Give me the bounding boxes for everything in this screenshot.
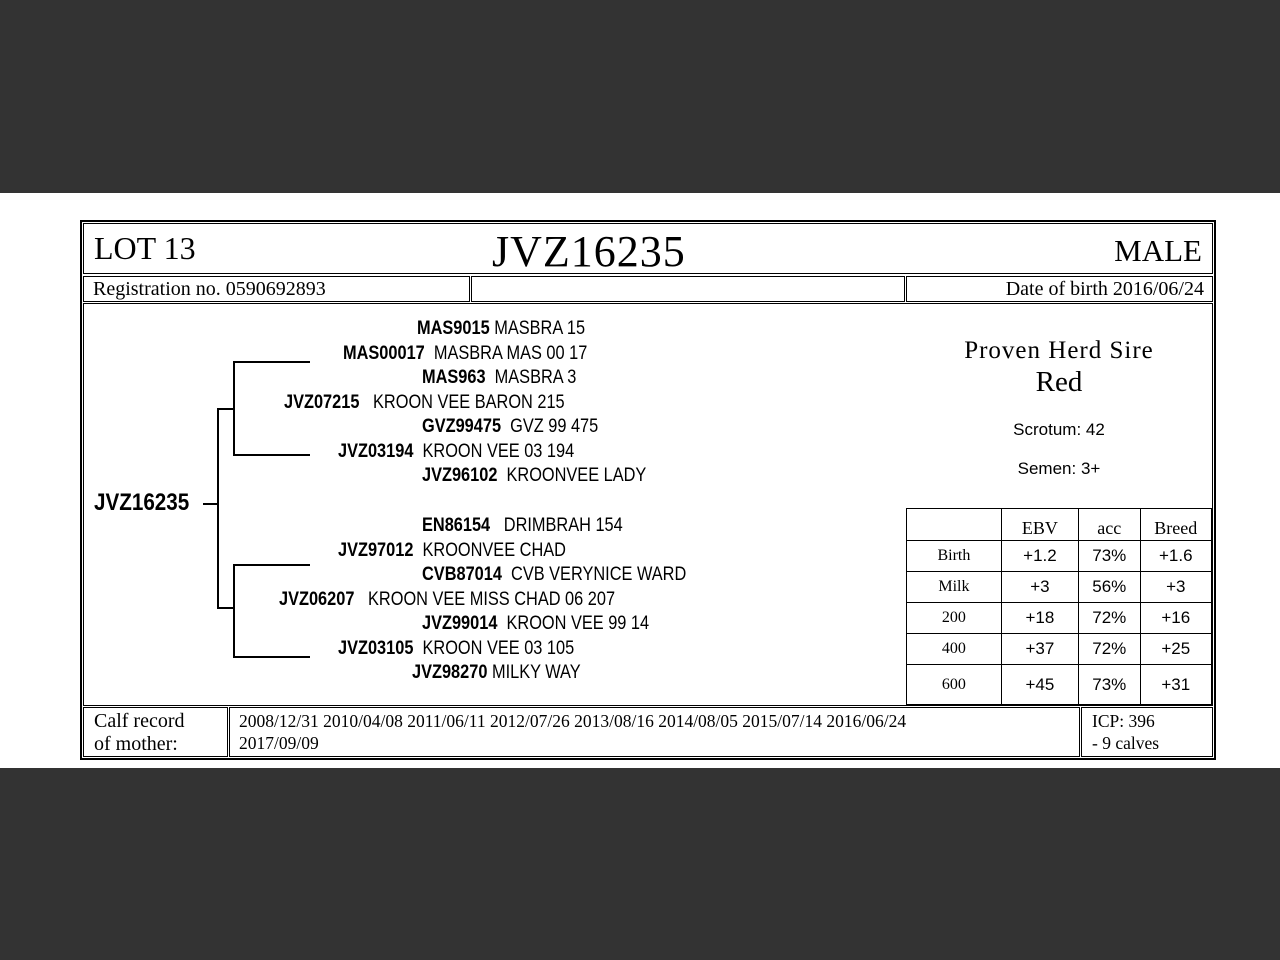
calf-record-label-2: of mother: <box>94 733 178 755</box>
ebv-header-breed: Breed <box>1140 509 1211 541</box>
pedigree-entry: JVZ98270 MILKY WAY <box>412 662 581 683</box>
calf-record-label-cell <box>83 707 228 757</box>
registration-cell <box>83 276 470 302</box>
ebv-header-ebv: EBV <box>1001 509 1078 541</box>
calf-record-label-1: Calf record <box>94 710 185 732</box>
breed-value: +25 <box>1140 634 1211 665</box>
ebv-trait: 600 <box>907 665 1002 705</box>
calf-record-dates-cell <box>229 707 1080 757</box>
lot-card <box>80 220 1216 760</box>
icp-value: ICP: 396 <box>1092 711 1155 731</box>
ebv-value: +1.2 <box>1001 541 1078 572</box>
ebv-header-acc: acc <box>1079 509 1140 541</box>
ebv-trait: Birth <box>907 541 1002 572</box>
pedigree-entry: MAS963 MASBRA 3 <box>422 367 577 388</box>
pedigree-entry: JVZ97012 KROONVEE CHAD <box>338 540 566 561</box>
calf-dates-line-2: 2017/09/09 <box>239 733 319 753</box>
pedigree-entry: GVZ99475 GVZ 99 475 <box>422 416 599 437</box>
pedigree-entry: MAS9015 MASBRA 15 <box>417 318 586 339</box>
breed-value: +16 <box>1140 603 1211 634</box>
registration-number: Registration no. 0590692893 <box>93 278 326 300</box>
main-bracket <box>217 408 219 608</box>
scrotum-value: Scrotum: 42 <box>1013 420 1105 439</box>
breed-value: +31 <box>1140 665 1211 705</box>
acc-value: 73% <box>1079 541 1140 572</box>
acc-value: 56% <box>1079 572 1140 603</box>
acc-value: 72% <box>1079 634 1140 665</box>
icp-cell <box>1081 707 1213 757</box>
date-of-birth: Date of birth 2016/06/24 <box>1005 278 1204 300</box>
info-middle-cell <box>471 276 905 302</box>
calf-dates-line-1: 2008/12/31 2010/04/08 2011/06/11 2012/07/26 2013/08/16 2014/08/05 2015/07/14 2016/06/24 <box>239 711 907 731</box>
pedigree-section <box>83 303 1213 706</box>
breed-value: +3 <box>1140 572 1211 603</box>
animal-id-title: JVZ16235 <box>492 227 686 276</box>
pedigree-subject: JVZ16235 <box>94 489 190 516</box>
dam-sire-line <box>233 564 310 566</box>
pedigree-entry: EN86154 DRIMBRAH 154 <box>422 515 623 536</box>
table-row <box>907 572 1212 603</box>
dam-branch <box>217 607 233 609</box>
table-row <box>907 603 1212 634</box>
subject-connector <box>203 503 217 505</box>
breed-value: +1.6 <box>1140 541 1211 572</box>
ebv-trait: 400 <box>907 634 1002 665</box>
pedigree-entry: JVZ96102 KROONVEE LADY <box>422 465 647 486</box>
ebv-value: +45 <box>1001 665 1078 705</box>
table-row <box>907 634 1212 665</box>
ebv-trait: Milk <box>907 572 1002 603</box>
lot-number: LOT 13 <box>94 230 196 266</box>
ebv-table <box>906 508 1212 705</box>
sire-dam-line <box>233 454 310 456</box>
status-color: Red <box>1035 366 1083 398</box>
sex-label: MALE <box>1114 233 1202 268</box>
dam-bracket <box>233 564 235 657</box>
pedigree-entry: JVZ03194 KROON VEE 03 194 <box>338 441 575 462</box>
pedigree-entry: CVB87014 CVB VERYNICE WARD <box>422 564 687 585</box>
acc-value: 73% <box>1079 665 1140 705</box>
ebv-value: +3 <box>1001 572 1078 603</box>
pedigree-entry: MAS00017 MASBRA MAS 00 17 <box>343 343 588 364</box>
sire-sire-line <box>233 361 310 363</box>
semen-value: Semen: 3+ <box>1017 459 1101 478</box>
ebv-value: +18 <box>1001 603 1078 634</box>
table-row <box>907 665 1212 705</box>
catalog-sheet <box>0 193 1280 768</box>
calf-count: - 9 calves <box>1092 733 1160 753</box>
acc-value: 72% <box>1079 603 1140 634</box>
pedigree-entry: JVZ03105 KROON VEE 03 105 <box>338 638 575 659</box>
pedigree-entry: JVZ99014 KROON VEE 99 14 <box>422 613 650 634</box>
status-title: Proven Herd Sire <box>964 337 1154 364</box>
ebv-header-row <box>907 509 1212 541</box>
header-row <box>83 223 1213 274</box>
ebv-header-blank <box>907 509 1002 541</box>
ebv-value: +37 <box>1001 634 1078 665</box>
pedigree-entry: JVZ07215 KROON VEE BARON 215 <box>284 392 565 413</box>
dob-cell <box>906 276 1213 302</box>
sire-branch <box>217 408 233 410</box>
pedigree-entry: JVZ06207 KROON VEE MISS CHAD 06 207 <box>279 589 616 610</box>
dam-dam-line <box>233 656 310 658</box>
sire-bracket <box>233 361 235 455</box>
table-row <box>907 541 1212 572</box>
ebv-trait: 200 <box>907 603 1002 634</box>
